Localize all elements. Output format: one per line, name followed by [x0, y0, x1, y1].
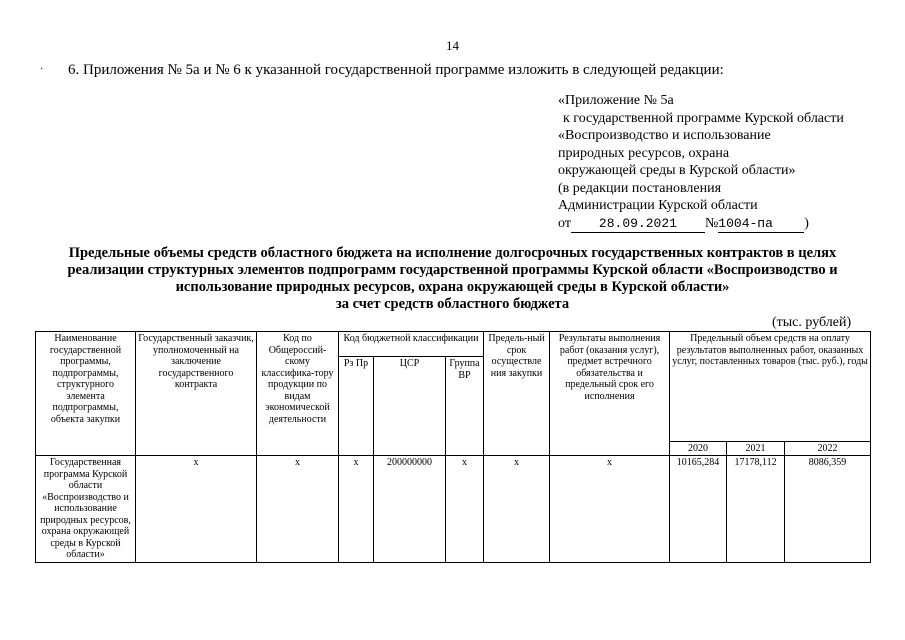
limits-table [35, 331, 871, 563]
header-vr: Группа ВР [446, 357, 484, 456]
cell-csr: 200000000 [374, 456, 446, 563]
cell-vr: х [446, 456, 484, 563]
header-csr: ЦСР [374, 357, 446, 456]
cell-rzpr: х [339, 456, 374, 563]
from-label: от [558, 215, 571, 231]
header-deadline: Предель-ный срок осуществле ния закупки [484, 332, 550, 456]
appendix-line: к государственной программе Курской области [563, 110, 844, 126]
units-label: (тыс. рублей) [772, 315, 852, 330]
title-line: за счет средств областного бюджета [335, 296, 570, 312]
title-line: использование природных ресурсов, охрана окружающей среды в Курской области» [175, 279, 730, 295]
appendix-line: «Приложение № 5а [558, 93, 674, 108]
number-label: № [704, 215, 719, 231]
intro-paragraph: 6. Приложения № 5а и № 6 к указанной государственной программе изложить в следующей редакции: [68, 62, 724, 78]
appendix-line: природных ресурсов, охрана [558, 145, 730, 161]
margin-mark: · [40, 64, 44, 75]
cell-value-2020: 10165,284 [670, 456, 727, 563]
resolution-date: 28.09.2021 [571, 215, 705, 234]
cell-value-2022: 8086,359 [785, 456, 871, 563]
appendix-line: окружающей среды в Курской области» [558, 163, 796, 178]
appendix-line: «Воспроизводство и использование [558, 128, 771, 143]
table-row [36, 456, 871, 563]
header-okdp: Код по Общероссий-скому классифика-тору продукции по видам экономической деятельности [257, 332, 339, 456]
header-budget-code: Код бюджетной классификации [339, 332, 484, 357]
header-limit: Предельный объем средств на оплату результатов выполненных работ, оказанных услуг, поставленных товаров (тыс. руб.), годы [670, 332, 871, 442]
header-name: Наименование государственной программы, подпрограммы, структурного элемента подпрограммы, объекта закупки [36, 332, 136, 456]
header-results: Результаты выполнения работ (оказания услуг), предмет встречного обязательства и предельный срок его исполнения [550, 332, 670, 456]
header-customer: Государственный заказчик, уполномоченный на заключение государственного контракта [136, 332, 257, 456]
appendix-date-line [558, 215, 888, 234]
cell-deadline: х [484, 456, 550, 563]
appendix-line: Администрации Курской области [558, 198, 758, 213]
header-rzpr: Рз Пр [339, 357, 374, 456]
document-title [30, 245, 875, 313]
header-year-2020: 2020 [670, 441, 727, 456]
header-year-2022: 2022 [785, 441, 871, 456]
title-line: Предельные объемы средств областного бюджета на исполнение долгосрочных государственных контрактов в целях [68, 245, 837, 261]
closing-paren: ) [804, 215, 809, 231]
appendix-line: (в редакции постановления [558, 180, 722, 196]
cell-value-2021: 17178,112 [727, 456, 785, 563]
appendix-header [558, 92, 888, 233]
resolution-number: 1004-па [718, 215, 804, 234]
header-year-2021: 2021 [727, 441, 785, 456]
cell-okdp: х [257, 456, 339, 563]
cell-results: х [550, 456, 670, 563]
title-line: реализации структурных элементов подпрограмм государственной программы Курской области «Воспроизводство и [67, 262, 838, 278]
cell-customer: х [136, 456, 257, 563]
cell-name: Государственная программа Курской области «Воспроизводство и использование природных ресурсов, охрана окружающей среды в Курской области» [36, 456, 136, 563]
page-number: 14 [446, 38, 459, 53]
